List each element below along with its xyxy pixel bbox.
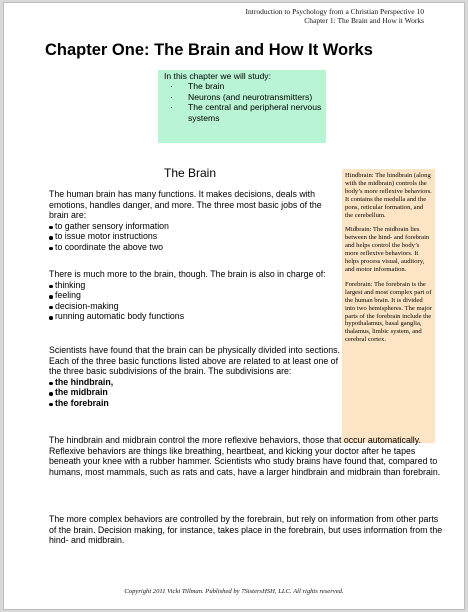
- section-heading: The Brain: [164, 166, 217, 180]
- header-book-title: Introduction to Psychology from a Christian Perspective 10: [245, 7, 424, 16]
- paragraph-text: Scientists have found that the brain can be physically divided into sections. Each of the three basic functions listed above are related to at least one of the three basic subdivisions of the brain. The subdivisions are:: [49, 345, 340, 377]
- sidebar-hindbrain-note: Hindbrain: The hindbrain (along with the midbrain) controls the body’s more reflexive behaviors. It contains the medulla and the pons, reticular formation, and the cerebellum.: [345, 172, 432, 219]
- paragraph-text: The more complex behaviors are controlled by the forebrain, but rely on information from other parts of the brain. Decision making, for instance, takes place in the forebrain, but uses information from the hind- and midbrain.: [49, 514, 443, 546]
- paragraph-text: The human brain has many functions. It makes decisions, deals with emotions, handles danger, and more. The three most basic jobs of the brain are:: [49, 189, 322, 221]
- paragraph-text: There is much more to the brain, though. The brain is also in charge of:: [49, 269, 326, 279]
- list-item: to coordinate the above two: [49, 242, 341, 253]
- header-chapter-title: Chapter 1: The Brain and How it Works: [304, 16, 424, 25]
- list-item: thinking: [49, 280, 341, 291]
- brain-responsibilities-paragraph: [49, 269, 341, 322]
- list-item: the forebrain: [49, 398, 341, 409]
- list-item: running automatic body functions: [49, 311, 341, 322]
- reflexive-behaviors-paragraph: [49, 435, 444, 477]
- chapter-title: Chapter One: The Brain and How It Works: [45, 41, 373, 59]
- basic-jobs-list: [49, 221, 341, 253]
- brain-functions-paragraph: [49, 189, 341, 253]
- list-item: to issue motor instructions: [49, 231, 341, 242]
- running-header: [245, 7, 424, 25]
- study-box-intro: In this chapter we will study:: [164, 71, 271, 81]
- list-item: decision-making: [49, 301, 341, 312]
- list-item: the hindbrain,: [49, 377, 341, 388]
- study-topic-item: · The brain: [162, 81, 322, 91]
- sidebar-midbrain-note: Midbrain: The midbrain lies between the hind- and forebrain and helps control the body’s more reflexive behaviors. It helps process visual, auditory, and motor information.: [345, 226, 430, 273]
- brain-parts-sidebar: [342, 169, 435, 443]
- study-topic-item: · Neurons (and neurotransmitters): [162, 92, 322, 102]
- sidebar-forebrain-note: Forebrain: The forebrain is the largest and most complex part of the human brain. It is divided into two hemispheres. The major parts of the forebrain include the hypothalamus, basal ganglia, thalamus, limbic system, and cerebral cortex.: [345, 280, 432, 344]
- subdivisions-list: [49, 377, 341, 409]
- copyright-footer: Copyright 2011 Vicki Tillman. Published by 7SistersHSH, LLC. All rights reserved.: [124, 588, 344, 595]
- study-topic-item: · The central and peripheral nervous systems: [162, 102, 322, 123]
- paragraph-text: The hindbrain and midbrain control the more reflexive behaviors, those that occur automatically. Reflexive behaviors are things like breathing, heartbeat, and kicking your doctor after he tapes beneath your knee with a rubber hammer. Scientists who study brains have found that, compared to humans, most mammals, such as rats and cats, have a larger hindbrain and midbrain than forebrain.: [49, 435, 441, 477]
- list-item: feeling: [49, 290, 341, 301]
- responsibilities-list: [49, 280, 341, 322]
- list-item: the midbrain: [49, 387, 341, 398]
- list-item: to gather sensory information: [49, 221, 341, 232]
- study-topics-box: [158, 70, 326, 143]
- complex-behaviors-paragraph: [49, 514, 444, 546]
- brain-subdivisions-paragraph: [49, 345, 341, 409]
- document-page: [3, 2, 465, 610]
- study-topics-list: [162, 81, 322, 123]
